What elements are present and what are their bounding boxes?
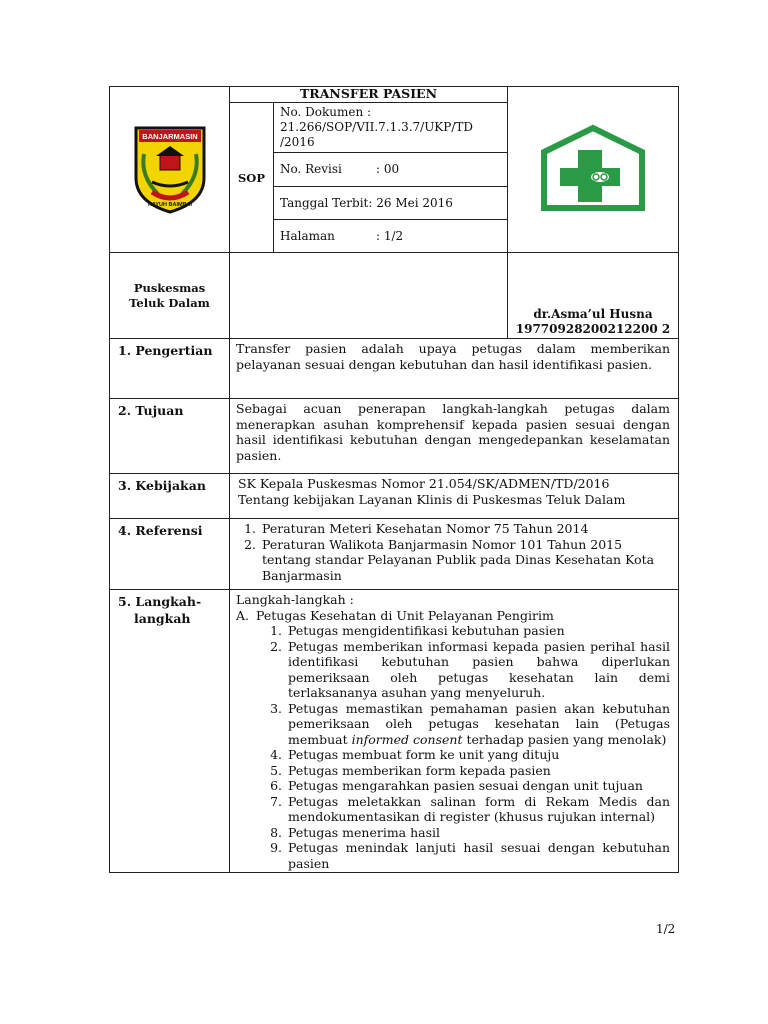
sop-document xyxy=(109,86,678,873)
no-revisi-label: No. Revisi xyxy=(280,162,342,176)
step-item: 5. Petugas memberikan form kepada pasien xyxy=(286,763,670,779)
pengertian-text: Transfer pasien adalah upaya petugas dalam memberikan pelayanan sesuai dengan kebutuhan dan hasil identifikasi pasien. xyxy=(230,339,679,399)
langkah-steps xyxy=(236,623,670,871)
banjarmasin-logo-cell xyxy=(110,87,230,253)
step-item: 8. Petugas menerima hasil xyxy=(286,825,670,841)
logo-bottom-text: KAYUH BAIMBAI xyxy=(147,201,192,208)
step-item: 1. Petugas mengidentifikasi kebutuhan pasien xyxy=(286,623,670,639)
referensi-label: 4. Referensi xyxy=(110,519,230,590)
blank-cell xyxy=(230,253,508,339)
referensi-list xyxy=(230,519,679,590)
page-number: 1/2 xyxy=(656,922,676,936)
signer-name: dr.Asma’ul Husna xyxy=(533,307,653,321)
referensi-item: 2. Peraturan Walikota Banjarmasin Nomor 101 Tahun 2015 tentang standar Pelayanan Publik pada Dinas Kesehatan Kota Banjarmasin xyxy=(260,537,670,584)
no-revisi-value: : 00 xyxy=(376,162,400,176)
step-item: 6. Petugas mengarahkan pasien sesuai dengan unit tujuan xyxy=(286,778,670,794)
logo-top-text: BANJARMASIN xyxy=(141,131,198,141)
no-dokumen-value: 21.266/SOP/VII.7.1.3.7/UKP/TD /2016 xyxy=(280,120,474,149)
step-item: 2. Petugas memberikan informasi kepada pasien perihal hasil identifikasi kebutuhan pasien bahwa diperlukan pemeriksaan oleh petugas kesehatan lain demi terlaksananya asuhan yang menyeluruh. xyxy=(286,639,670,701)
referensi-item: 1. Peraturan Meteri Kesehatan Nomor 75 Tahun 2014 xyxy=(260,521,670,537)
langkah-label-line2: langkah xyxy=(134,611,191,626)
subsection-title: Petugas Kesehatan di Unit Pelayanan Pengirim xyxy=(256,607,554,623)
sop-table xyxy=(109,86,679,873)
pengertian-label: 1. Pengertian xyxy=(110,339,230,399)
step3-text: Petugas memastikan pemahaman pasien akan kebutuhan pemeriksaan oleh petugas kesehatan lain (Petugas membuat xyxy=(288,700,670,747)
step3-italic: informed consent xyxy=(351,731,463,747)
halaman-value: : 1/2 xyxy=(376,228,404,243)
institution-line1: Puskesmas xyxy=(133,280,206,295)
puskesmas-logo-cell xyxy=(508,87,679,253)
langkah-label-line1: 5. Langkah- xyxy=(118,594,202,609)
document-title: TRANSFER PASIEN xyxy=(230,87,508,103)
puskesmas-cross-house-icon xyxy=(540,124,646,212)
step-item: 9. Petugas menindak lanjuti hasil sesuai dengan kebutuhan pasien xyxy=(286,840,670,871)
kebijakan-text xyxy=(230,474,679,519)
sop-label: SOP xyxy=(230,103,274,253)
signer xyxy=(508,253,679,339)
signer-nip: 19770928200212200 2 xyxy=(515,322,671,336)
step-item: 7. Petugas meletakkan salinan form di Rekam Medis dan mendokumentasikan di register (khusus rujukan internal) xyxy=(286,794,670,825)
banjarmasin-crest-icon xyxy=(128,120,212,216)
tujuan-text: Sebagai acuan penerapan langkah-langkah petugas dalam menerapkan asuhan komprehensif kepada pasien sesuai dengan hasil identifikasi kebutuhan dengan mengedepankan keselamatan pasien. xyxy=(230,399,679,474)
institution-line2: Teluk Dalam xyxy=(129,295,210,310)
kebijakan-line2: Tentang kebijakan Layanan Klinis di Puskesmas Teluk Dalam xyxy=(238,491,626,507)
langkah-label xyxy=(110,590,230,873)
kebijakan-line1: SK Kepala Puskesmas Nomor 21.054/SK/ADMEN/TD/2016 xyxy=(238,476,610,491)
no-dokumen xyxy=(274,103,508,153)
no-revisi xyxy=(274,153,508,187)
subsection-mark: A. xyxy=(236,607,250,623)
tanggal-terbit: Tanggal Terbit: 26 Mei 2016 xyxy=(274,187,508,220)
step-item: 4. Petugas membuat form ke unit yang dituju xyxy=(286,747,670,763)
halaman xyxy=(274,220,508,253)
no-dokumen-label: No. Dokumen : xyxy=(280,105,372,119)
step-item xyxy=(286,701,670,748)
langkah-intro: Langkah-langkah : xyxy=(236,592,354,607)
langkah-subsection-a xyxy=(236,608,670,624)
halaman-label: Halaman xyxy=(280,228,335,243)
institution-name xyxy=(110,253,230,339)
langkah-content xyxy=(230,590,679,873)
kebijakan-label: 3. Kebijakan xyxy=(110,474,230,519)
tujuan-label: 2. Tujuan xyxy=(110,399,230,474)
step3-tail: terhadap pasien yang menolak) xyxy=(462,731,667,747)
